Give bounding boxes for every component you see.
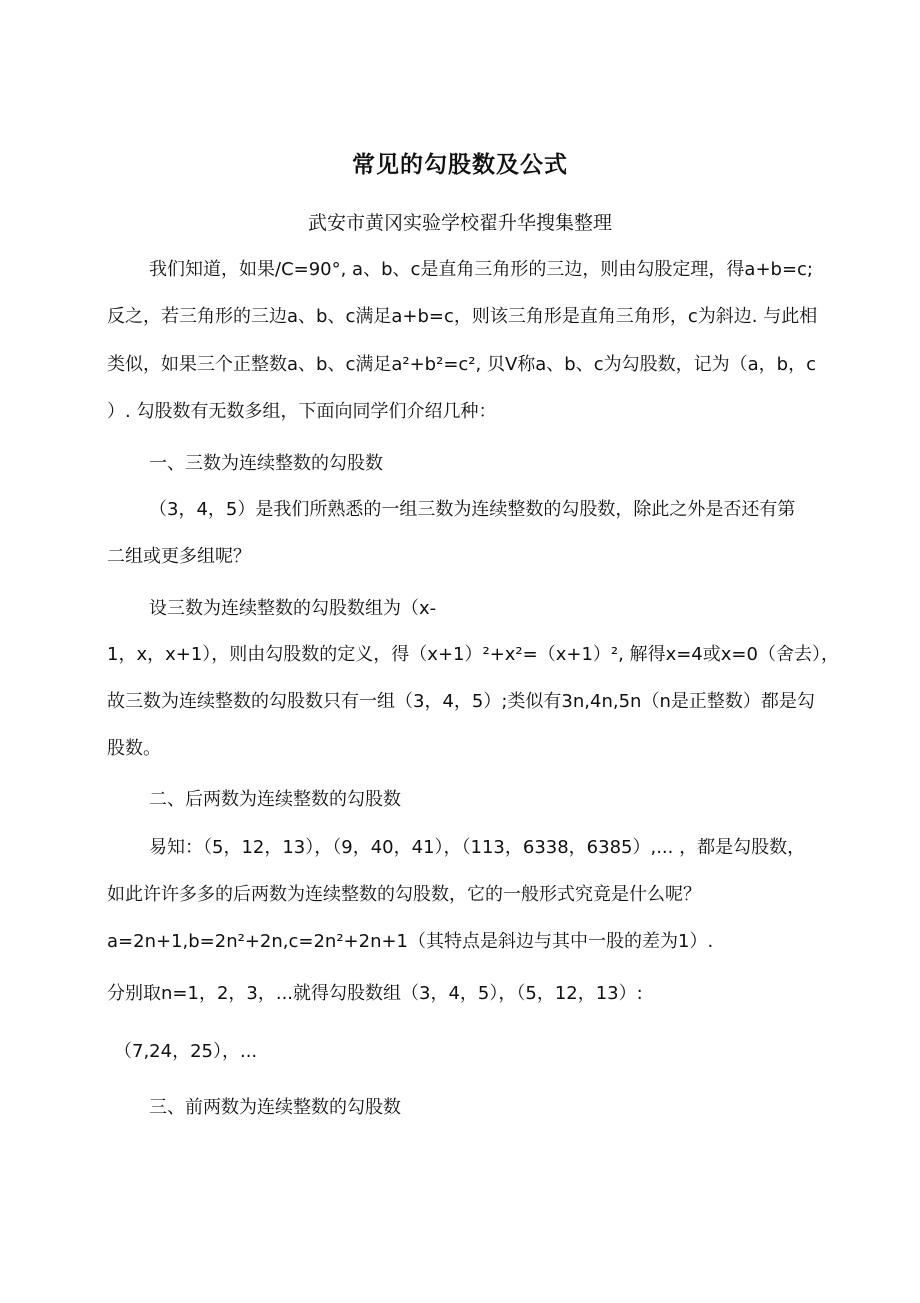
paragraph-line: 我们知道，如果/C=90°, a、b、c是直角三角形的三边，则由勾股定理，得a+b=c; [149, 259, 813, 280]
paragraph-line: 类似，如果三个正整数a、b、c满足a²+b²=c², 贝V称a、b、c为勾股数，记为（a，b，c [107, 354, 816, 375]
paragraph-line: 分别取n=1，2，3，...就得勾股数组（3，4，5），（5，12，13）: [107, 983, 643, 1004]
section-heading-3: 三、前两数为连续整数的勾股数 [149, 1097, 401, 1118]
paragraph-line: 如此许许多多的后两数为连续整数的勾股数，它的一般形式究竟是什么呢？ [107, 884, 701, 905]
paragraph-line: 故三数为连续整数的勾股数只有一组（3，4，5）;类似有3n,4n,5n（n是正整数）都是勾 [107, 691, 815, 712]
paragraph-line: 二组或更多组呢？ [107, 546, 251, 567]
formula-line: a=2n+1,b=2n²+2n,c=2n²+2n+1（其特点是斜边与其中一股的差为1）. [107, 931, 714, 952]
document-subtitle: 武安市黄冈实验学校翟升华搜集整理 [307, 212, 612, 234]
paragraph-line: 易知：（5，12，13），（9，40，41），（113，6338，6385）,... ，都是勾股数， [149, 837, 806, 858]
paragraph-line: 设三数为连续整数的勾股数组为（x- [149, 598, 437, 619]
paragraph-line: 反之，若三角形的三边a、b、c满足a+b=c，则该三角形是直角三角形，c为斜边. 与此相 [107, 306, 818, 327]
section-heading-1: 一、三数为连续整数的勾股数 [149, 453, 383, 474]
paragraph-line: ）. 勾股数有无数多组，下面向同学们介绍几种： [107, 401, 497, 422]
paragraph-line: （7,24，25），... [114, 1041, 258, 1062]
section-heading-2: 二、后两数为连续整数的勾股数 [149, 789, 401, 810]
paragraph-line: 股数。 [107, 738, 161, 759]
paragraph-line: 1，x，x+1），则由勾股数的定义，得（x+1）²+x²=（x+1）², 解得x=4或x=0（舍去）， [107, 644, 839, 665]
document-title: 常见的勾股数及公式 [352, 152, 568, 178]
paragraph-line: （3，4，5）是我们所熟悉的一组三数为连续整数的勾股数，除此之外是否还有第 [149, 499, 796, 520]
